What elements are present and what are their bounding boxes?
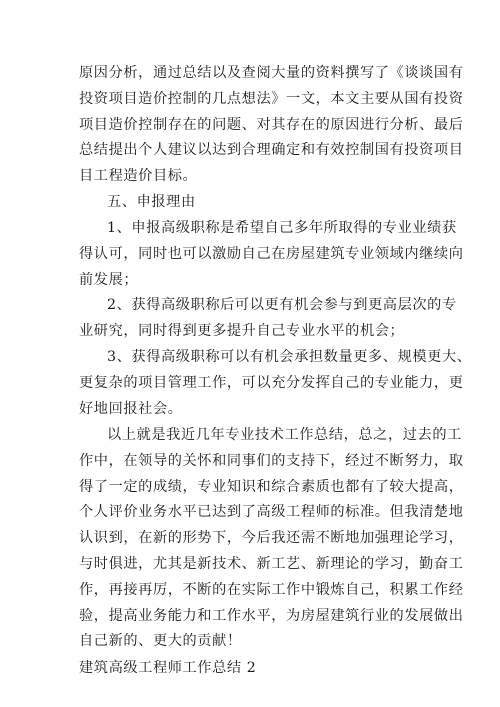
section-heading-text: 五、申报理由 (107, 194, 196, 210)
text-line: 自己新的、更大的贡献！ (79, 633, 242, 650)
text-line: 1、申报高级职称是希望自己多年所取得的专业业绩获 (107, 220, 457, 236)
text-line: 2、获得高级职称后可以更有机会参与到更高层次的专 (107, 297, 457, 313)
text-line: 更复杂的项目管理工作，可以充分发挥自己的专业能力，更 (79, 374, 464, 391)
text-line: 项目造价控制存在的问题、对其存在的原因进行分析、最后 (79, 116, 464, 133)
text-line: 个人评价业务水平已达到了高级工程师的标准。但我清楚地 (79, 504, 464, 521)
text-line: 前发展； (79, 271, 139, 288)
section-heading (79, 190, 425, 216)
text-line: 得认可，同时也可以激励自己在房屋建筑专业领域内继续向 (79, 245, 464, 262)
text-line: 目工程造价目标。 (79, 168, 198, 185)
next-section-title (79, 656, 425, 682)
text-line: 认识到，在新的形势下，今后我还需不断地加强理论学习， (79, 530, 464, 547)
next-title-text: 建筑高级工程师工作总结 2 (79, 660, 257, 676)
intro-paragraph (79, 61, 464, 190)
text-line: 总结提出个人建议以达到合理确定和有效控制国有投资项目 (79, 142, 464, 159)
text-line: 验，提高业务能力和工作水平，为房屋建筑行业的发展做出 (79, 607, 464, 624)
reason-item-1 (79, 216, 464, 293)
text-line: 业研究，同时得到更多提升自己专业水平的机会； (79, 322, 405, 339)
text-line: 原因分析，通过总结以及查阅大量的资料撰写了《谈谈国有 (79, 65, 464, 81)
reason-item-2 (79, 293, 457, 345)
text-line: 投资项目造价控制的几点想法》一文，本文主要从国有投资 (79, 90, 464, 107)
text-line: 作中，在领导的关怀和同事们的支持下，经过不断努力，取 (79, 452, 464, 469)
text-line: 作，再接再厉，不断的在实际工作中锻炼自己，积累工作经 (79, 581, 464, 598)
text-line: 得了一定的成绩，专业知识和综合素质也都有了较大提高， (79, 478, 464, 495)
text-line: 好地回报社会。 (79, 400, 183, 417)
reason-item-3 (79, 345, 472, 422)
summary-paragraph (79, 423, 464, 655)
text-line: 与时俱进，尤其是新技术、新工艺、新理论的学习，勤奋工 (79, 555, 464, 572)
text-line: 3、获得高级职称可以有机会承担数量更多、规模更大、 (107, 349, 472, 365)
text-line: 以上就是我近几年专业技术工作总结，总之，过去的工 (107, 427, 462, 443)
